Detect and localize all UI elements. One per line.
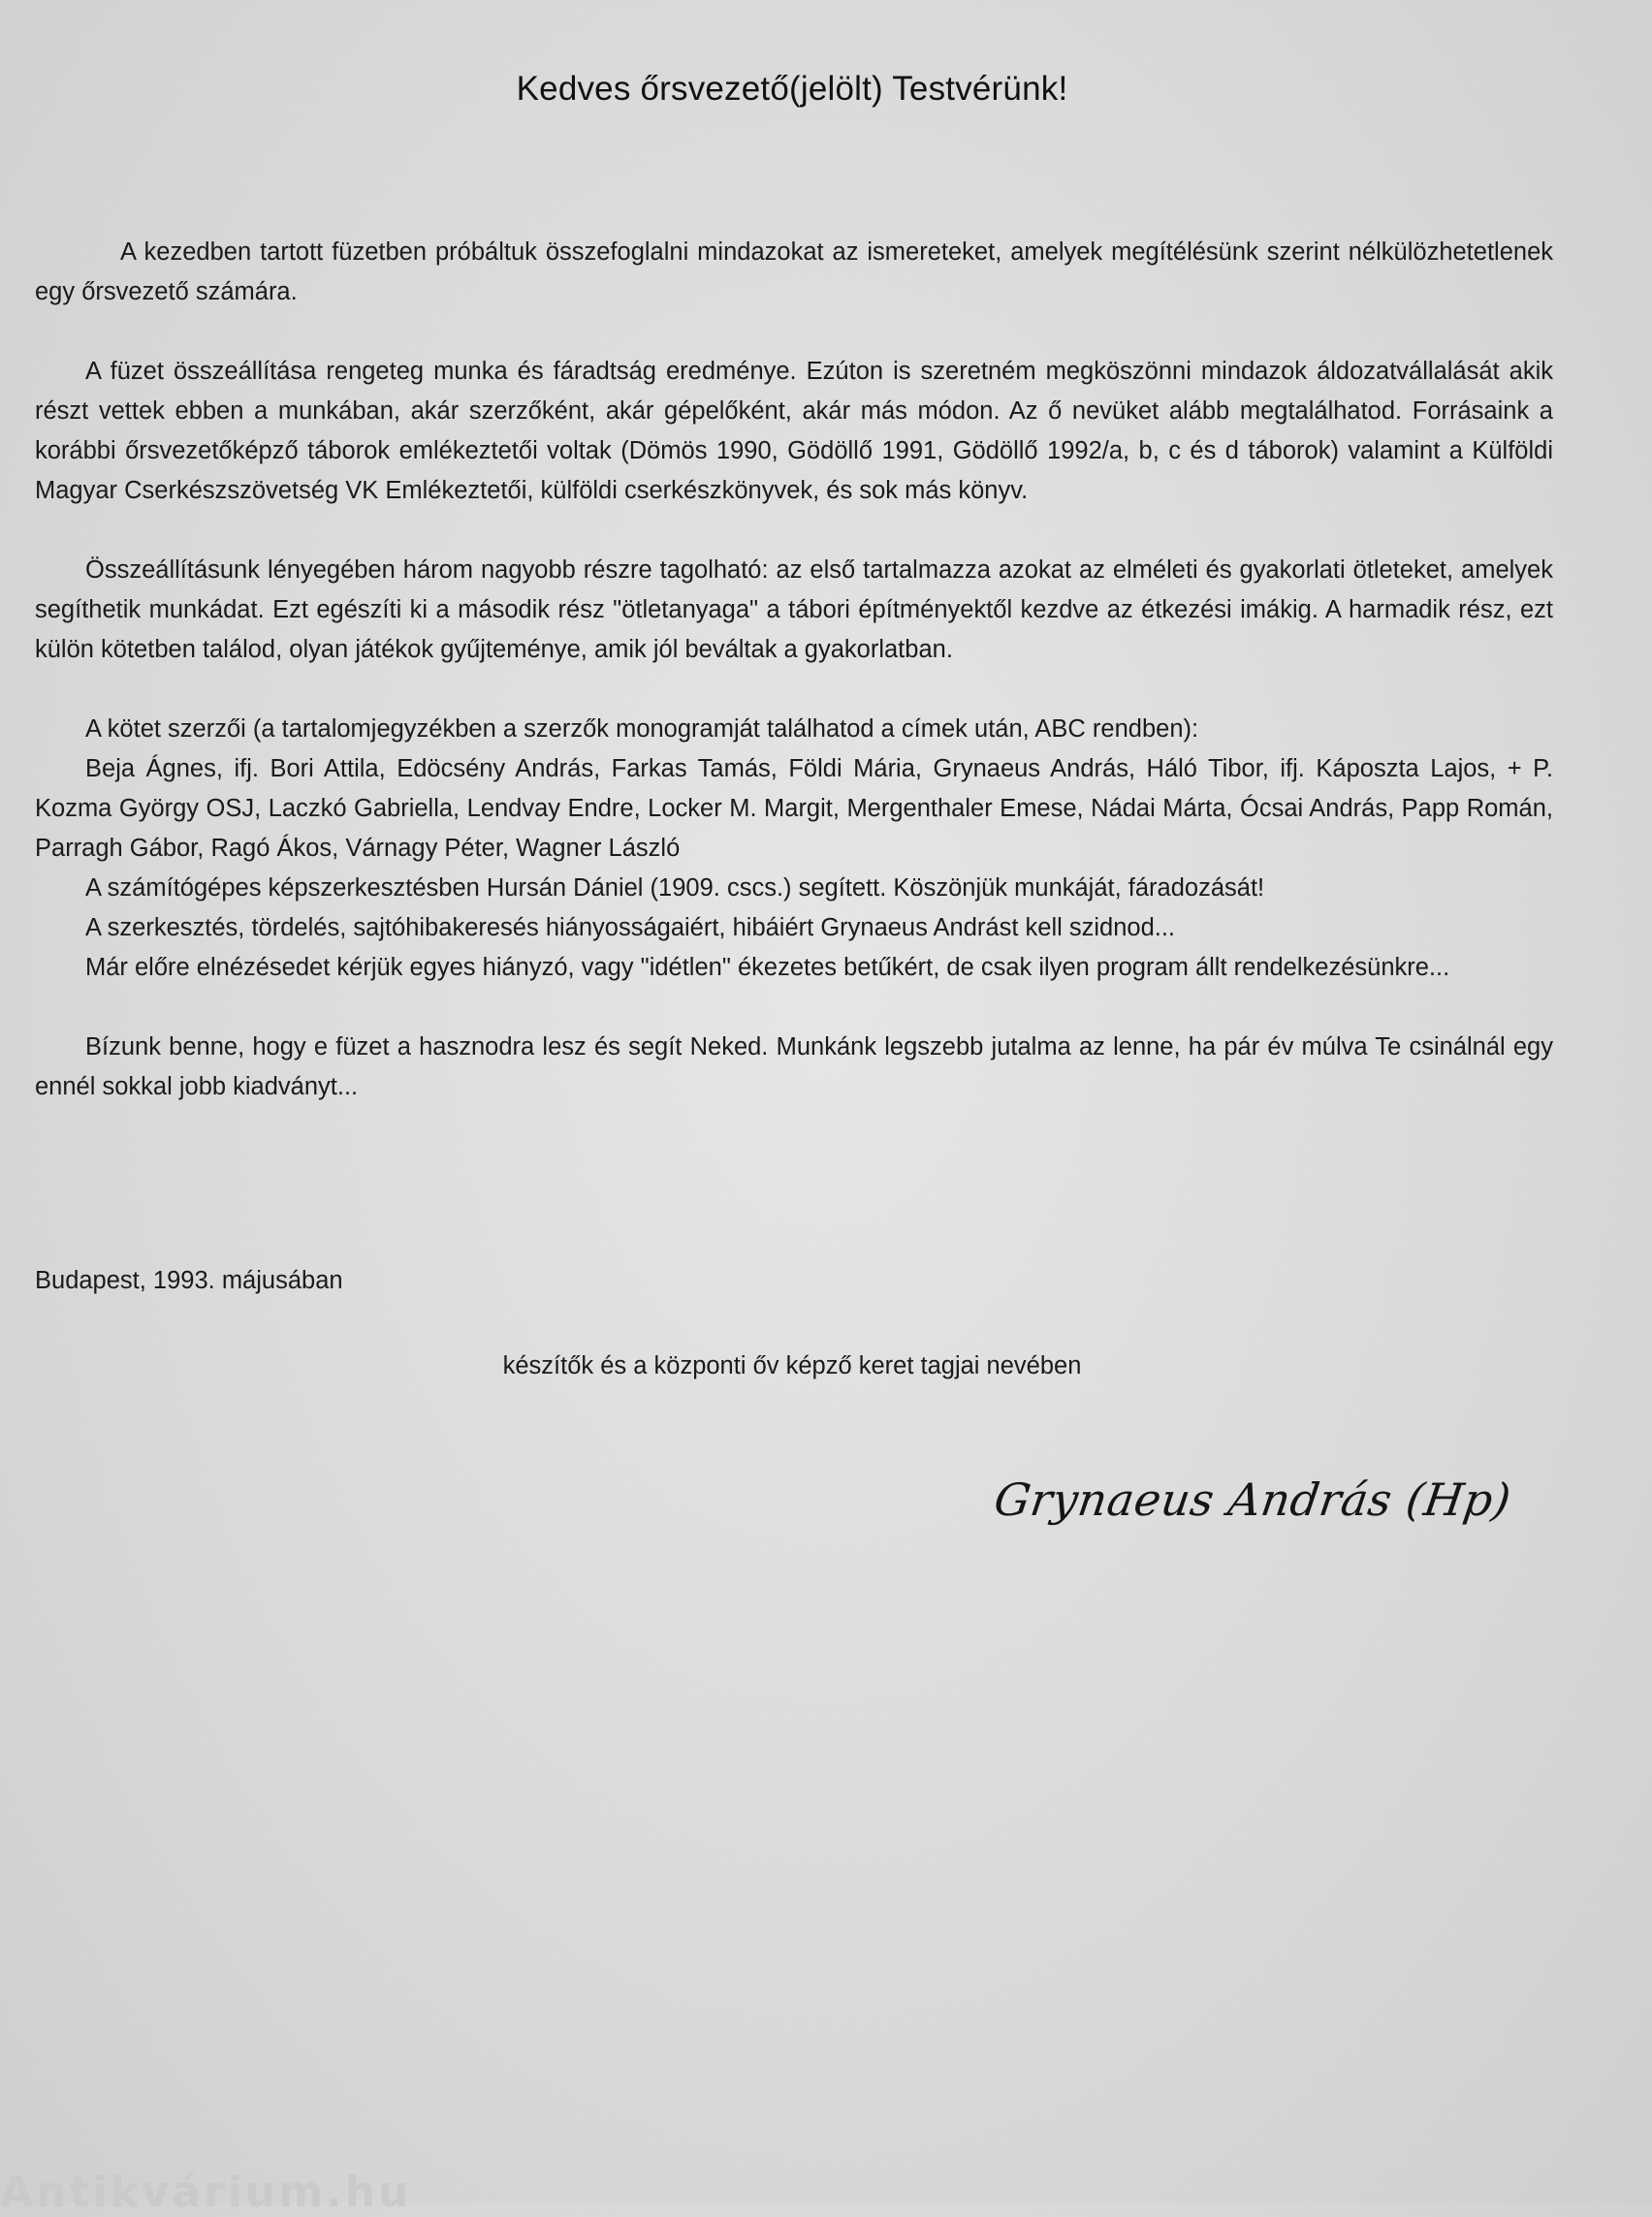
on-behalf-line: készítők és a központi őv képző keret tagjai nevében — [502, 1352, 1082, 1379]
bleed-through — [58, 1551, 64, 1576]
paragraph-structure: Összeállításunk lényegében három nagyobb részre tagolható: az első tartalmazza azokat az elméleti és gyakorlati ötleteket, amelyek segíthetik munkádat. Ezt egészíti ki a második rész "ötletanyaga" a tábori építményektől kezdve az étkezési imákig. A harmadik rész, ezt külön kötetben találod, olyan játékok gyűjteménye, amik jól beváltak a gyakorlatban. — [35, 556, 1553, 663]
paragraph-authors-list: Beja Ágnes, ifj. Bori Attila, Edöcsény András, Farkas Tamás, Földi Mária, Grynaeus András, Háló Tibor, ifj. Káposzta Lajos, + P. Kozma György OSJ, Laczkó Gabriella, Lendvay Endre, Locker M. Margit, Mergenthaler Emese, Nádai Márta, Ócsai András, Papp Román, Parragh Gábor, Ragó Ákos, Várnagy Péter, Wagner László — [35, 755, 1553, 862]
letter-body — [35, 233, 1553, 1107]
watermark: Antikvárium.hu — [0, 2168, 412, 2217]
page-title: Kedves őrsvezető(jelölt) Testvérünk! — [516, 70, 1068, 108]
paragraph-editing: A szerkesztés, tördelés, sajtóhibakeresés hiányosságaiért, hibáiért Grynaeus Andrást kell szidnod... — [85, 914, 1176, 941]
paragraph-closing: Bízunk benne, hogy e füzet a hasznodra lesz és segít Neked. Munkánk legszebb jutalma az lenne, ha pár év múlva Te csinálnál egy ennél sokkal jobb kiadványt... — [35, 1033, 1553, 1100]
paragraph-image-editing: A számítógépes képszerkesztésben Hursán Dániel (1909. cscs.) segített. Köszönjük munkáját, fáradozását! — [85, 874, 1265, 902]
paragraph-thanks: A füzet összeállítása rengeteg munka és fáradtság eredménye. Ezúton is szeretném megköszönni mindazok áldozatvállalását akik részt vettek ebben a munkában, akár szerzőként, akár gépelőként, akár más módon. Az ő nevüket alább megtalálhatod. Forrásaink a korábbi őrsvezetőképző táborok emlékeztetői voltak (Dömös 1990, Gödöllő 1991, Gödöllő 1992/a, b, c és d táborok) valamint a Külföldi Magyar Cserkészszövetség VK Emlékeztetői, külföldi cserkészkönyvek, és sok más könyv. — [35, 358, 1553, 504]
paragraph-apology: Már előre elnézésedet kérjük egyes hiányzó, vagy "idétlen" ékezetes betűkért, de csak ilyen program állt rendelkezésünkre... — [85, 954, 1450, 981]
paragraph-authors-heading: A kötet szerzői (a tartalomjegyzékben a szerzők monogramját találhatod a címek után, ABC rendben): — [85, 715, 1199, 743]
signature: Grynaeus András (Hp) — [991, 1473, 1515, 1526]
paragraph-intro: A kezedben tartott füzetben próbáltuk összefoglalni mindazokat az ismereteket, amelyek megítélésünk szerint nélkülözhetetlenek egy őrsvezető számára. — [35, 238, 1553, 305]
dateline: Budapest, 1993. májusában — [35, 1267, 343, 1294]
